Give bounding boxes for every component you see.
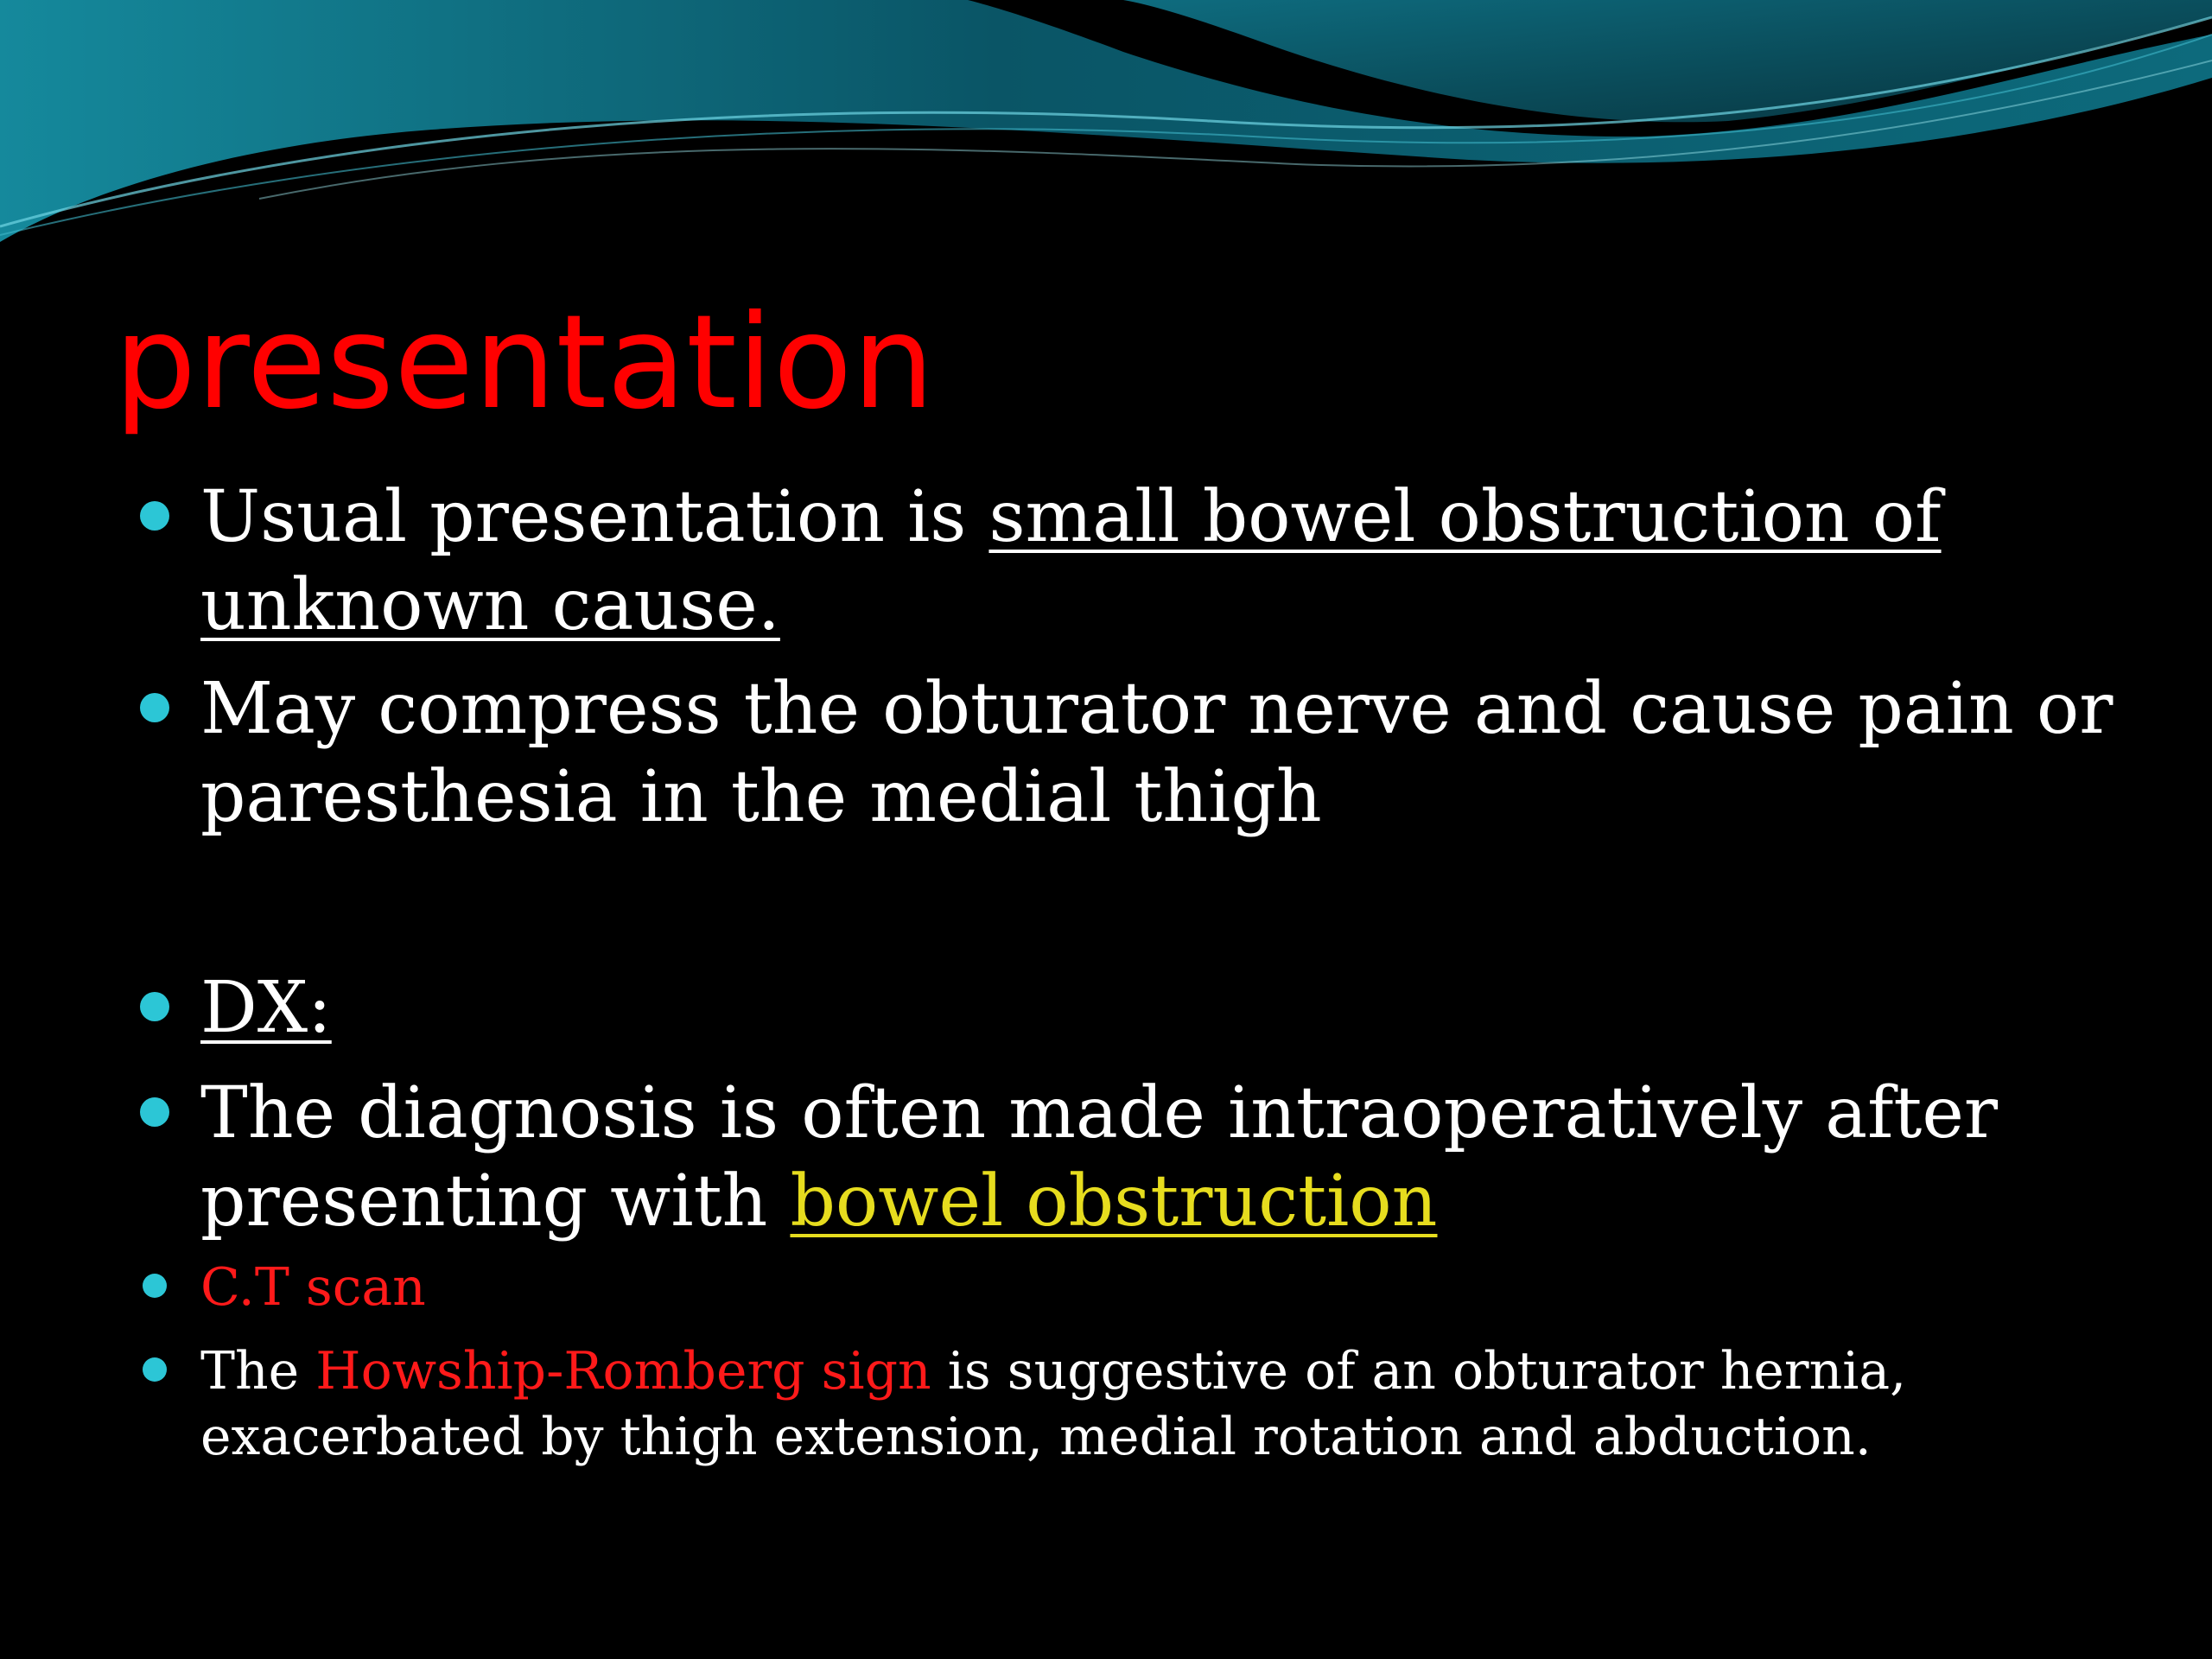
slide-title: presentation: [114, 288, 935, 438]
underlined-text: unknown cause.: [200, 564, 780, 646]
bullet-text: Usual presentation is: [200, 476, 989, 558]
bullet-text: paresthesia in the medial thigh: [200, 756, 1322, 838]
bullet-text: May compress the obturator nerve and cause pain or: [200, 668, 2113, 750]
highlighted-text: bowel obstruction: [790, 1160, 1438, 1243]
bullet-text: The diagnosis is often made intraoperatively after: [200, 1072, 1999, 1154]
bullet-usual-presentation: [200, 474, 1942, 650]
bullet-howship-romberg: [200, 1338, 1906, 1470]
bullet-dx: [200, 964, 332, 1052]
bullet-diagnosis: [200, 1070, 1998, 1246]
bullet-obturator-nerve: [200, 665, 2113, 842]
bullet-text: presenting with: [200, 1160, 791, 1243]
bullet-line: [200, 1338, 1906, 1404]
bullet-line: [200, 474, 1942, 562]
red-text: Howship-Romberg sign: [315, 1341, 931, 1402]
bullet-line: [200, 1158, 1998, 1246]
bullet-ct-scan: [200, 1255, 426, 1320]
bullet-text: The: [200, 1341, 316, 1402]
bullet-text: is suggestive of an obturator hernia,: [931, 1341, 1907, 1402]
header-wave-decoration: [0, 0, 2212, 259]
underlined-text: small bowel obstruction of: [988, 476, 1942, 558]
underlined-text: DX:: [200, 967, 332, 1049]
red-text: C.T scan: [200, 1257, 426, 1318]
bullet-text: exacerbated by thigh extension, medial rotation and abduction.: [200, 1407, 1872, 1467]
